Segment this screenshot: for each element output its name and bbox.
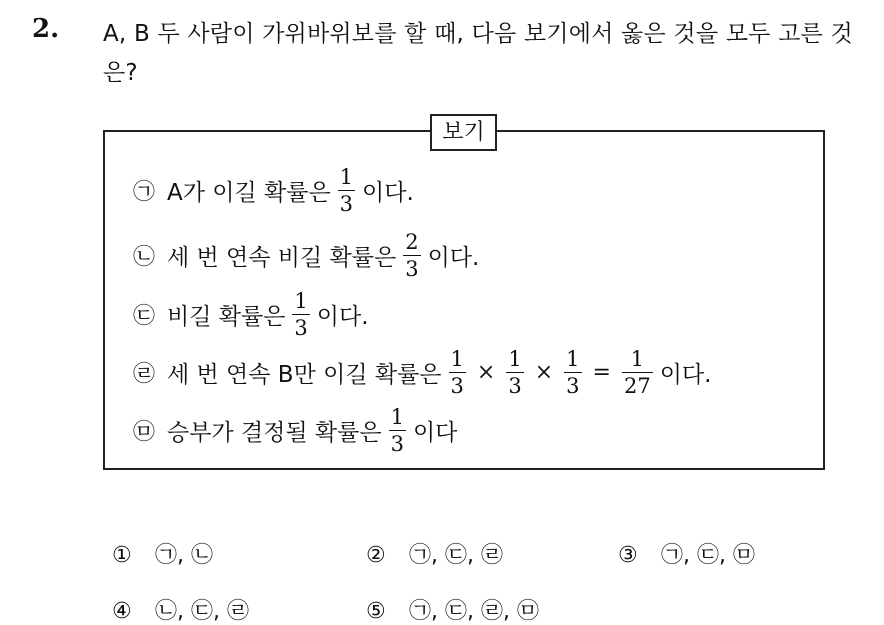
example-item-4 bbox=[133, 342, 711, 402]
item-marker: ㉢ bbox=[133, 303, 156, 329]
fraction bbox=[403, 230, 420, 281]
example-item-3 bbox=[133, 284, 369, 344]
fraction bbox=[449, 347, 466, 398]
fraction-numerator: 1 bbox=[390, 404, 404, 429]
fraction bbox=[506, 347, 523, 398]
fraction-denominator: 3 bbox=[339, 191, 354, 216]
fraction-numerator: 1 bbox=[630, 346, 644, 371]
choice-number: ⑤ bbox=[366, 599, 386, 624]
fraction-denominator: 27 bbox=[623, 373, 651, 398]
fraction-denominator: 3 bbox=[508, 373, 522, 398]
fraction-numerator: 1 bbox=[339, 164, 354, 189]
example-box-title: 보기 bbox=[430, 114, 497, 151]
item-suffix: 이다 bbox=[412, 419, 458, 446]
fraction bbox=[622, 347, 653, 398]
example-item-1 bbox=[133, 160, 414, 220]
fraction bbox=[292, 289, 309, 340]
answer-choice-5[interactable] bbox=[366, 594, 539, 625]
question-number: 2. bbox=[32, 14, 60, 44]
fraction bbox=[564, 347, 581, 398]
fraction-denominator: 3 bbox=[294, 315, 308, 340]
fraction-numerator: 2 bbox=[405, 229, 419, 254]
choice-text: ㉠, ㉢, ㉣ bbox=[409, 543, 503, 568]
question-text: A, B 두 사람이 가위바위보를 할 때, 다음 보기에서 옳은 것을 모두 고른 것은? bbox=[103, 21, 853, 86]
answer-choice-2[interactable] bbox=[366, 538, 503, 569]
fraction-denominator: 3 bbox=[450, 373, 464, 398]
item-suffix: 이다. bbox=[427, 244, 480, 271]
item-suffix: 이다. bbox=[316, 303, 369, 330]
item-text: 비길 확률은 bbox=[167, 303, 286, 330]
example-item-5 bbox=[133, 400, 457, 460]
fraction-numerator: 1 bbox=[508, 346, 522, 371]
item-suffix: 이다. bbox=[362, 179, 414, 206]
choice-number: ④ bbox=[112, 599, 132, 624]
fraction-denominator: 3 bbox=[390, 431, 404, 456]
example-item-2 bbox=[133, 225, 479, 285]
item-text: 세 번 연속 B만 이길 확률은 bbox=[167, 361, 442, 388]
item-marker: ㉤ bbox=[133, 419, 156, 445]
times-operator: × bbox=[534, 359, 554, 385]
fraction-numerator: 1 bbox=[566, 346, 580, 371]
answer-choice-1[interactable] bbox=[112, 538, 213, 569]
choice-number: ② bbox=[366, 543, 386, 568]
choice-text: ㉠, ㉢, ㉤ bbox=[661, 543, 755, 568]
fraction bbox=[389, 405, 406, 456]
choice-text: ㉠, ㉢, ㉣, ㉤ bbox=[409, 599, 539, 624]
choice-number: ③ bbox=[618, 543, 638, 568]
choice-text: ㉠, ㉡ bbox=[155, 543, 213, 568]
fraction-numerator: 1 bbox=[294, 288, 308, 313]
item-suffix: 이다. bbox=[659, 361, 712, 388]
fraction bbox=[338, 165, 355, 216]
item-marker: ㉠ bbox=[133, 179, 156, 205]
item-text: A가 이길 확률은 bbox=[167, 179, 331, 206]
item-marker: ㉣ bbox=[133, 361, 156, 387]
choice-text: ㉡, ㉢, ㉣ bbox=[155, 599, 249, 624]
answer-choice-4[interactable] bbox=[112, 594, 249, 625]
fraction-denominator: 3 bbox=[566, 373, 580, 398]
fraction-denominator: 3 bbox=[405, 256, 419, 281]
answer-choice-3[interactable] bbox=[618, 538, 755, 569]
item-text: 세 번 연속 비길 확률은 bbox=[167, 244, 397, 271]
equals-operator: = bbox=[592, 359, 611, 385]
fraction-numerator: 1 bbox=[450, 346, 464, 371]
item-marker: ㉡ bbox=[133, 244, 156, 270]
times-operator: × bbox=[476, 359, 496, 385]
item-text: 승부가 결정될 확률은 bbox=[167, 419, 382, 446]
choice-number: ① bbox=[112, 543, 132, 568]
